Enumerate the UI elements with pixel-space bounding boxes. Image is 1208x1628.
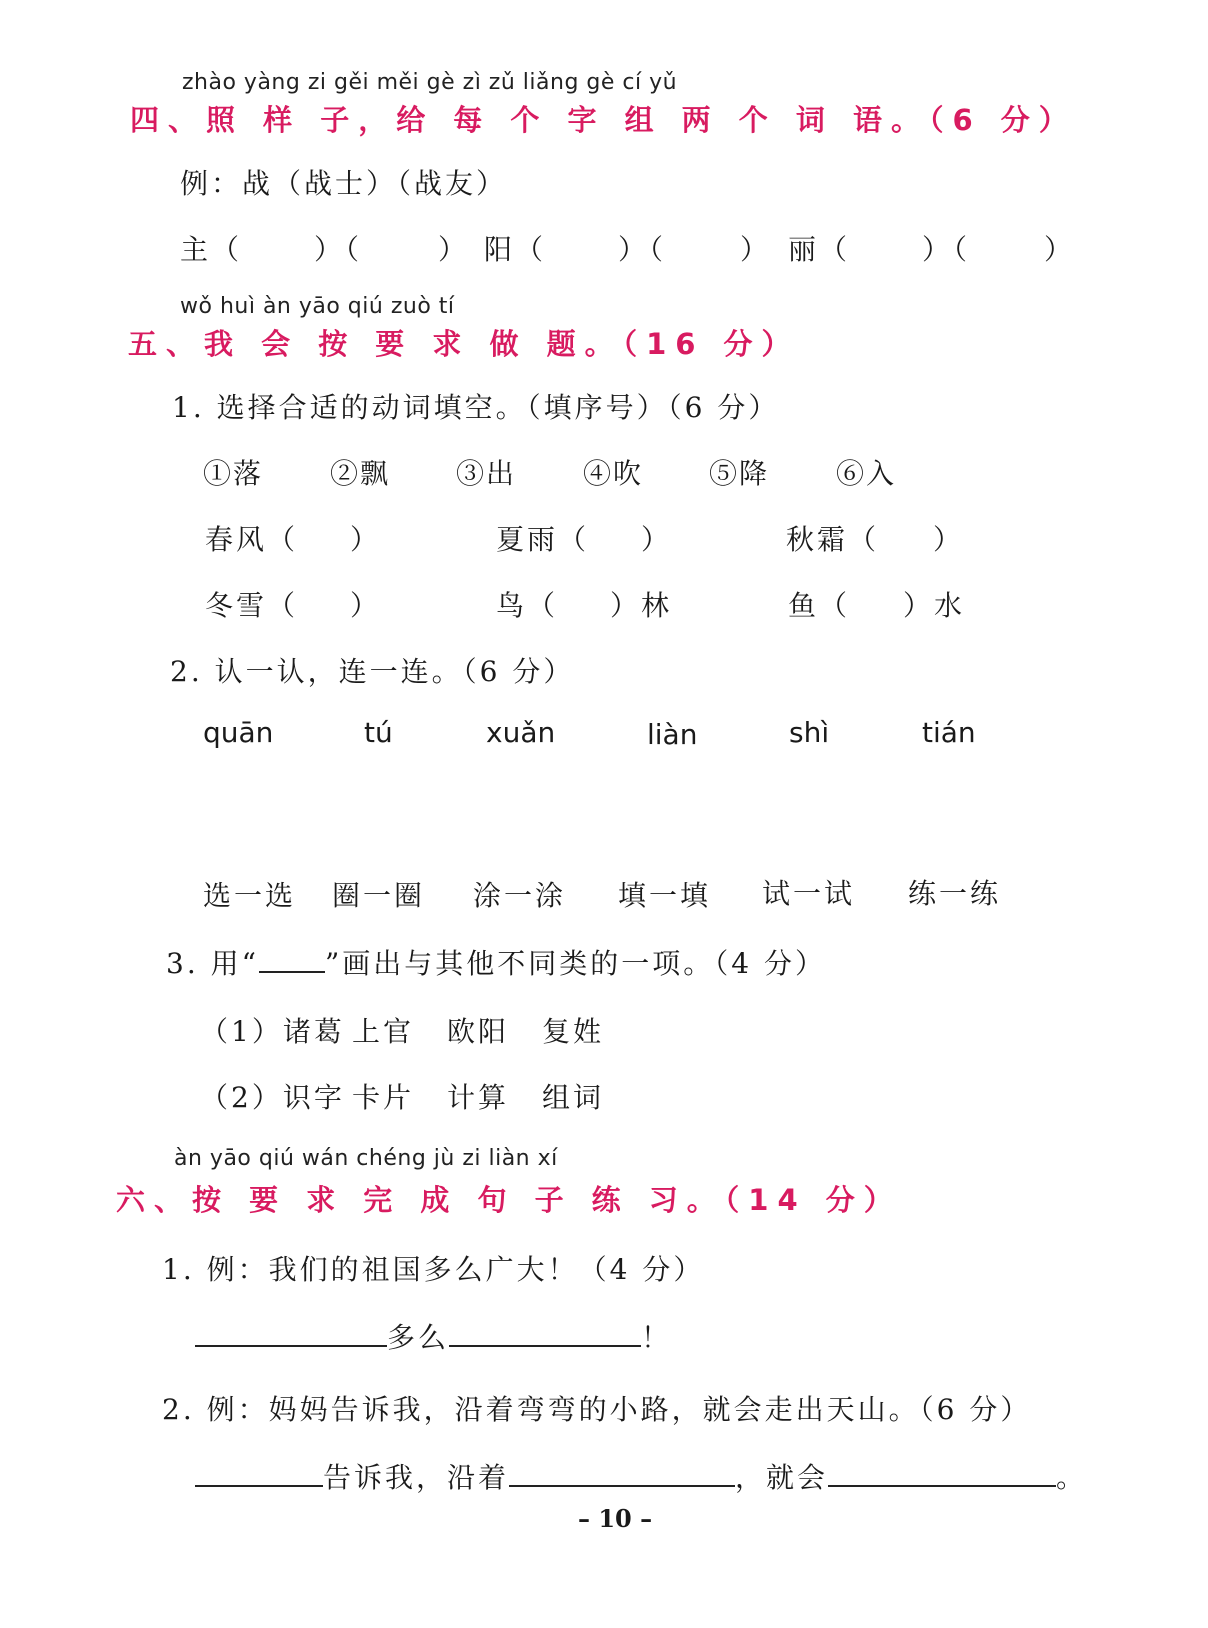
section6-pinyin: àn yāo qiú wán chéng jù zi liàn xí [174,1146,558,1171]
option-5: ⑤降 [709,457,770,490]
word-item-yang-end: ） [740,233,772,266]
q3-row2-a: （2）识字 [200,1081,345,1114]
answer-blank-3[interactable] [195,1484,323,1487]
answer-blank-2[interactable] [449,1344,641,1347]
option-2: ②飘 [330,457,391,490]
match-word-tu: 涂一涂 [473,879,567,912]
section4-heading: 四、照 样 子，给 每 个 字 组 两 个 词 语。（6 分） [130,103,1077,137]
pinyin-xuan: xuǎn [486,716,556,749]
q3-title-pre: 3. 用“ [166,947,259,980]
option-4: ④吹 [583,457,644,490]
s6-q2-part1: 告诉我，沿着 [323,1461,510,1494]
q3-row2-d: 组词 [542,1081,605,1114]
pinyin-lian: liàn [647,718,698,751]
fill-yu-close: ）水 [903,589,966,622]
page-number: – 10 – [578,1504,653,1533]
q3-row2-c: 计算 [447,1081,510,1114]
q3-row1-b: 上官 [352,1015,415,1048]
answer-blank-5[interactable] [828,1484,1056,1487]
q2-title: 2. 认一认，连一连。（6 分） [170,655,575,688]
word-item-yang: 阳（ [484,233,547,266]
option-6: ⑥入 [836,457,897,490]
q3-row2-b: 卡片 [352,1081,415,1114]
fill-niao-close: ）林 [610,589,673,622]
fill-qiushuang-close: ） [933,523,965,556]
section4-pinyin: zhào yàng zi gěi měi gè zì zǔ liǎng gè cí yǔ [182,70,678,95]
match-word-tian: 填一填 [618,879,712,912]
q3-row1-a: （1）诸葛 [200,1015,345,1048]
fill-xiayu-close: ） [641,523,673,556]
q3-title-post: ”画出与其他不同类的一项。（4 分） [324,947,826,980]
fill-niao: 鸟（ [496,589,559,622]
s6-q2-end: 。 [1056,1461,1088,1494]
word-item-zhu: 主（ [180,233,243,266]
s6-q1-title: 1. 例：我们的祖国多么广大！（4 分） [162,1253,705,1286]
answer-blank-1[interactable] [195,1344,387,1347]
q3-title [166,942,826,982]
section5-heading: 五、我 会 按 要 求 做 题。（16 分） [128,327,800,361]
word-item-li-end: ） [1044,233,1076,266]
section6-heading: 六、按 要 求 完 成 句 子 练 习。（14 分） [116,1183,902,1217]
s6-q1-mid: 多么 [387,1321,450,1354]
pinyin-tian: tián [922,716,976,749]
fill-qiushuang: 秋霜（ [786,523,880,556]
fill-dongxue: 冬雪（ [205,589,299,622]
word-item-zhu-end: ） [438,233,470,266]
s6-q2-title: 2. 例：妈妈告诉我，沿着弯弯的小路，就会走出天山。（6 分） [162,1393,1032,1426]
underline-sample [259,970,325,973]
s6-q1-end: ！ [641,1321,673,1354]
s6-q1-answer [195,1316,672,1356]
q1-title: 1. 选择合适的动词填空。（填序号）（6 分） [172,391,780,424]
fill-xiayu: 夏雨（ [496,523,590,556]
option-3: ③出 [456,457,517,490]
q3-row1-c: 欧阳 [447,1015,510,1048]
option-1: ①落 [203,457,264,490]
match-word-lian: 练一练 [908,877,1002,910]
s6-q2-part2: ，就会 [735,1461,829,1494]
word-item-yang-mid: ）（ [618,233,667,266]
s6-q2-answer [195,1456,1087,1496]
q3-row1-d: 复姓 [542,1015,605,1048]
pinyin-tu: tú [364,716,393,749]
match-word-quan: 圈一圈 [332,879,426,912]
fill-dongxue-close: ） [350,589,382,622]
match-word-xuan: 选一选 [203,879,297,912]
word-item-zhu-mid: ）（ [314,233,363,266]
pinyin-quan: quān [203,716,274,749]
answer-blank-4[interactable] [509,1484,735,1487]
fill-yu: 鱼（ [788,589,851,622]
fill-chunfeng-close: ） [350,523,382,556]
fill-chunfeng: 春风（ [205,523,299,556]
word-item-li-mid: ）（ [922,233,971,266]
pinyin-shi: shì [789,716,830,749]
match-word-shi: 试一试 [762,877,856,910]
section5-pinyin: wǒ huì àn yāo qiú zuò tí [180,294,455,319]
section4-example: 例：战（战士）（战友） [180,167,508,200]
word-item-li: 丽（ [788,233,851,266]
